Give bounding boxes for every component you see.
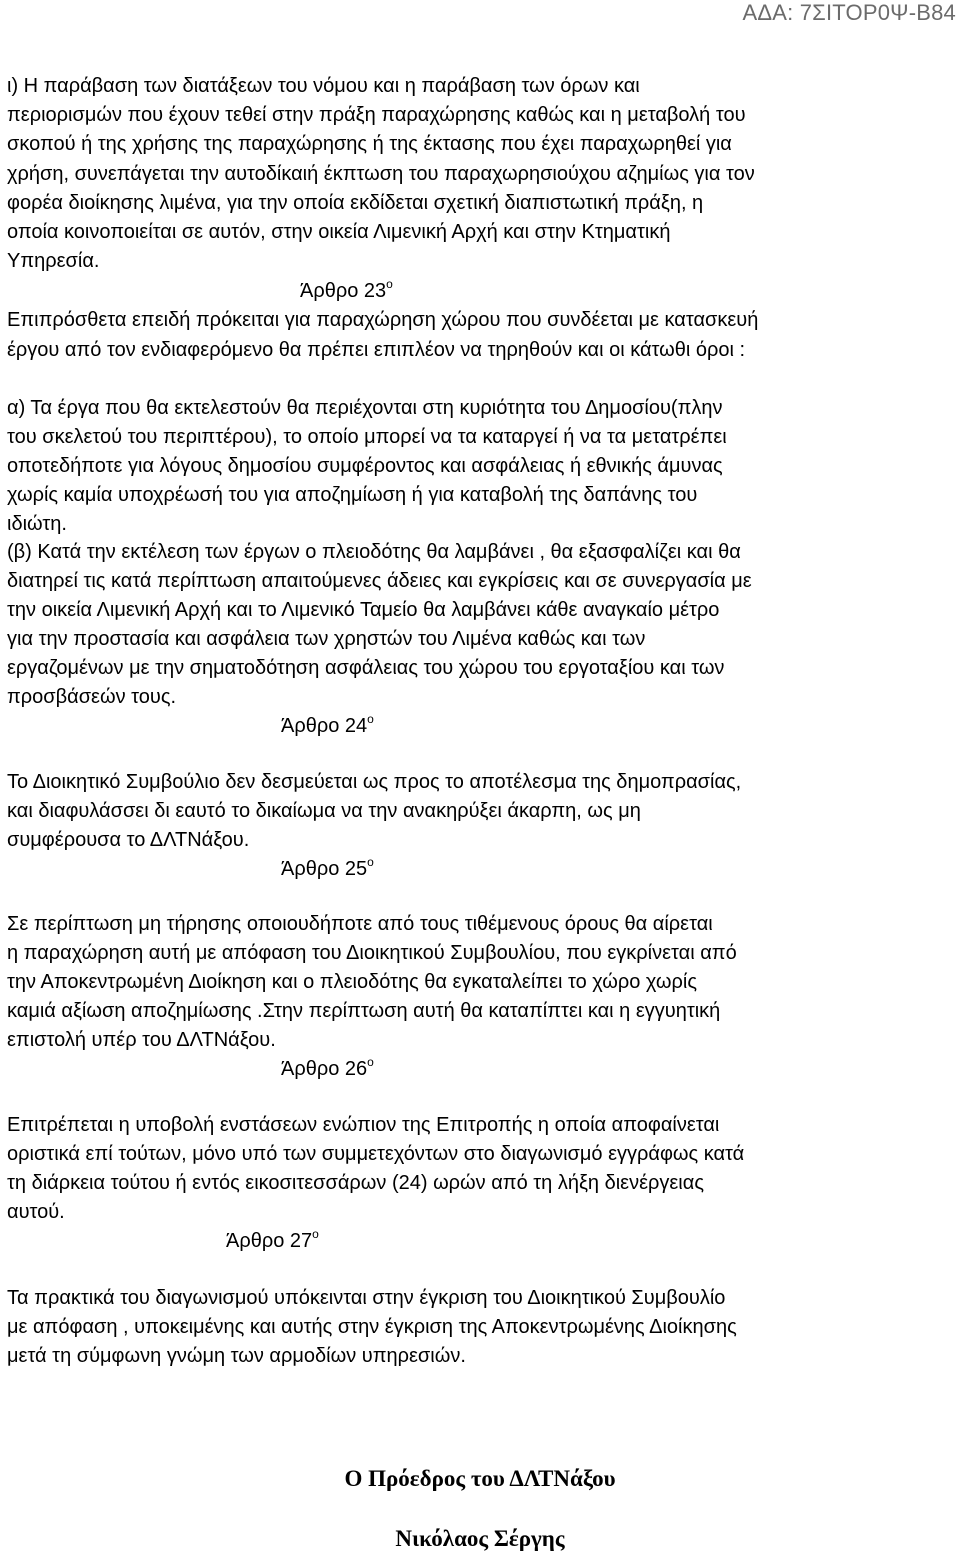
paragraph-line: φορέα διοίκησης λιμένα, για την οποία εκδίδεται σχετική διαπιστωτική πράξη, η <box>7 192 704 214</box>
article-27-heading: Άρθρο $27^o$ <box>226 1227 319 1252</box>
paragraph-line: και διαφυλάσσει δι εαυτό το δικαίωμα να την ανακηρύξει άκαρπη, ως μη <box>7 800 641 822</box>
paragraph-line: οποία κοινοποιείται σε αυτόν, στην οικεία Λιμενική Αρχή και στην Κτηματική <box>7 221 671 243</box>
paragraph-line: προσβάσεών τους. <box>7 686 177 708</box>
paragraph-line: διατηρεί τις κατά περίπτωση απαιτούμενες άδειες και εγκρίσεις και σε συνεργασία με <box>7 570 752 592</box>
paragraph-line: ι) Η παράβαση των διατάξεων του νόμου και η παράβαση των όρων και <box>7 75 640 97</box>
signature-role: Ο Πρόεδρος του ΔΛΤΝάξου <box>344 1466 616 1491</box>
article-23-heading: Άρθρο $23^o$ <box>300 277 393 302</box>
paragraph-line: (β) Κατά την εκτέλεση των έργων ο πλειοδότης θα λαμβάνει , θα εξασφαλίζει και θα <box>7 541 741 563</box>
paragraph-line: ιδιώτη. <box>7 513 67 535</box>
paragraph-line: Σε περίπτωση μη τήρησης οποιουδήποτε από τους τιθέμενους όρους θα αίρεται <box>7 913 713 935</box>
signature-name: Νικόλαος Σέργης <box>395 1526 565 1551</box>
paragraph-line: μετά τη σύμφωνη γνώμη των αρμοδίων υπηρεσιών. <box>7 1345 466 1367</box>
paragraph-line: χρήση, συνεπάγεται την αυτοδίκαιή έκπτωση του παραχωρησιούχου αζημίως για τον <box>7 163 755 185</box>
article-26-heading: Άρθρο $26^o$ <box>281 1055 374 1080</box>
paragraph-line: Επιπρόσθετα επειδή πρόκειται για παραχώρηση χώρου που συνδέεται με κατασκευή <box>7 309 759 331</box>
paragraph-line: οποτεδήποτε για λόγους δημοσίου συμφέροντος και ασφάλειας ή εθνικής άμυνας <box>7 455 723 477</box>
paragraph-line: την οικεία Λιμενική Αρχή και το Λιμενικό Ταμείο θα λαμβάνει κάθε αναγκαίο μέτρο <box>7 599 720 621</box>
paragraph-line: τη διάρκεια τούτου ή εντός εικοσιτεσσάρων (24) ωρών από τη λήξη διενέργειας <box>7 1172 704 1194</box>
paragraph-line: Υπηρεσία. <box>7 250 100 272</box>
paragraph-line: χωρίς καμία υποχρέωσή του για αποζημίωση ή για καταβολή της δαπάνης του <box>7 484 698 506</box>
article-24-heading: Άρθρο $24^o$ <box>281 712 374 737</box>
paragraph-line: οριστικά επί τούτων, μόνο υπό των συμμετεχόντων στο διαγωνισμό εγγράφως κατά <box>7 1143 745 1165</box>
paragraph-line: επιστολή υπέρ του ΔΛΤΝάξου. <box>7 1029 276 1051</box>
paragraph-line: την Αποκεντρωμένη Διοίκηση και ο πλειοδότης θα εγκαταλείπει το χώρο χωρίς <box>7 971 697 993</box>
paragraph-line: για την προστασία και ασφάλεια των χρηστών του Λιμένα καθώς και των <box>7 628 646 650</box>
paragraph-line: εργαζομένων με την σηματοδότηση ασφάλειας του χώρου του εργοταξίου και των <box>7 657 725 679</box>
paragraph-line: καμιά αξίωση αποζημίωσης .Στην περίπτωση αυτή θα καταπίπτει και η εγγυητική <box>7 1000 721 1022</box>
paragraph-line: Τα πρακτικά του διαγωνισμού υπόκεινται στην έγκριση του Διοικητικού Συμβουλίο <box>7 1287 726 1309</box>
paragraph-line: περιορισμών που έχουν τεθεί στην πράξη παραχώρησης καθώς και η μεταβολή του <box>7 104 746 126</box>
paragraph-line: σκοπού ή της χρήσης της παραχώρησης ή της έκτασης που έχει παραχωρηθεί για <box>7 133 732 155</box>
paragraph-line: αυτού. <box>7 1201 65 1223</box>
paragraph-line: συμφέρουσα το ΔΛΤΝάξου. <box>7 829 250 851</box>
paragraph-line: έργου από τον ενδιαφερόμενο θα πρέπει επιπλέον να τηρηθούν και οι κάτωθι όροι : <box>7 339 746 361</box>
ada-code: ΑΔΑ: 7ΣΙΤΟΡ0Ψ-Β84 <box>742 0 956 25</box>
article-25-heading: Άρθρο $25^o$ <box>281 855 374 880</box>
paragraph-line: του σκελετού του περιπτέρου), το οποίο μπορεί να τα καταργεί ή να τα μετατρέπει <box>7 426 727 448</box>
paragraph-line: Το Διοικητικό Συμβούλιο δεν δεσμεύεται ως προς το αποτέλεσμα της δημοπρασίας, <box>7 771 742 793</box>
paragraph-line: με απόφαση , υποκειμένης και αυτής στην έγκριση της Αποκεντρωμένης Διοίκησης <box>7 1316 737 1338</box>
paragraph-line: Επιτρέπεται η υποβολή ενστάσεων ενώπιον της Επιτροπής η οποία αποφαίνεται <box>7 1114 720 1136</box>
paragraph-line: η παραχώρηση αυτή με απόφαση του Διοικητικού Συμβουλίου, που εγκρίνεται από <box>7 942 737 964</box>
paragraph-line: α) Τα έργα που θα εκτελεστούν θα περιέχονται στη κυριότητα του Δημοσίου(πλην <box>7 397 723 419</box>
